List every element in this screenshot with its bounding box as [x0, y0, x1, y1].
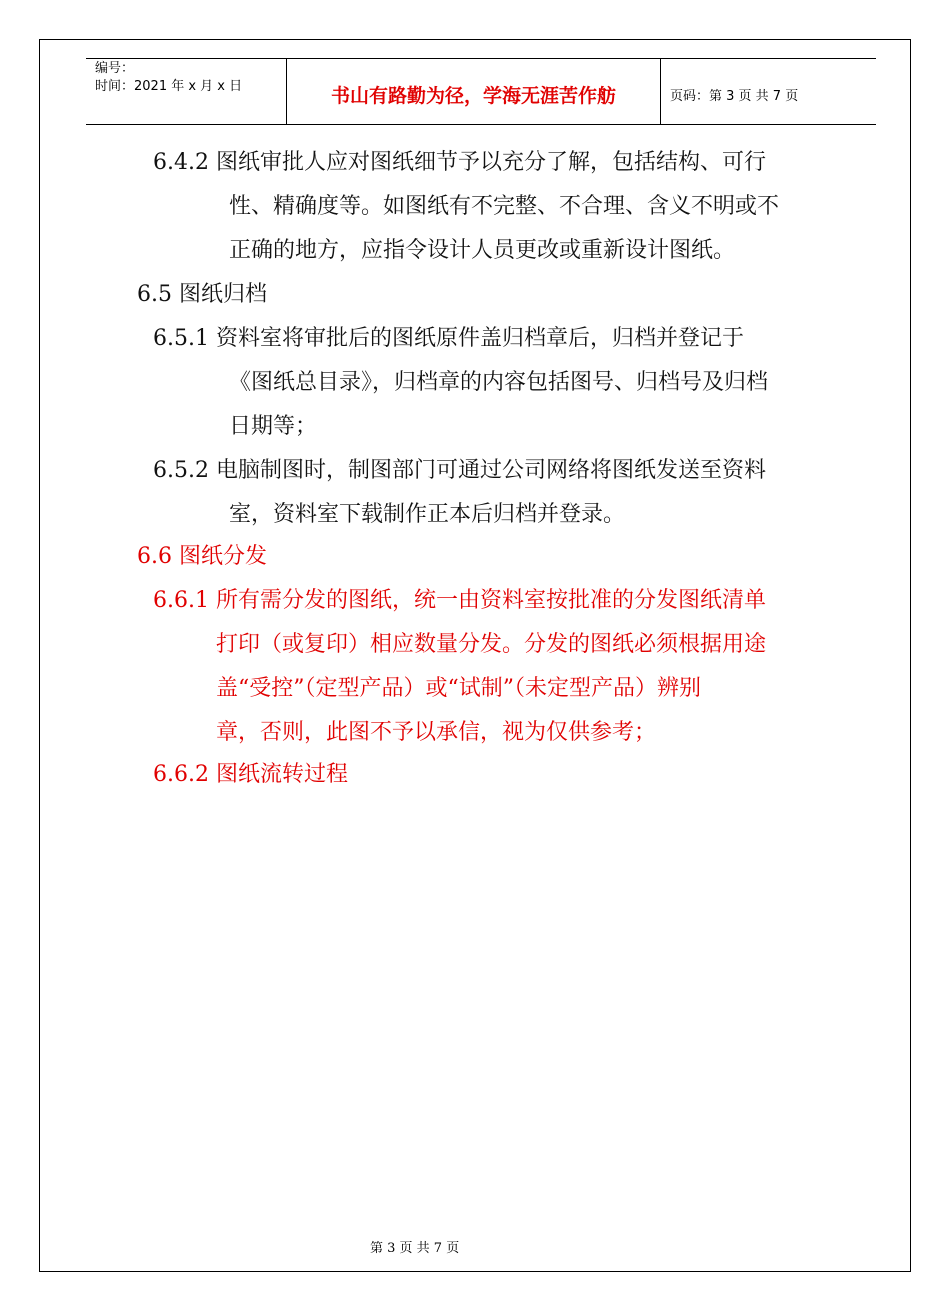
header-meta	[86, 59, 286, 125]
paragraph-6-6-1-line-3: 盖“受控”（定型产品）或“试制”（未定型产品）辨别	[216, 676, 701, 701]
heading-6-6: 6.6 图纸分发	[137, 544, 267, 569]
paragraph-6-5-1-line-3: 日期等；	[229, 414, 318, 439]
paragraph-6-6-1-line-2: 打印（或复印）相应数量分发。分发的图纸必须根据用途	[216, 632, 767, 657]
page-footer: 第 3 页 共 7 页	[370, 1241, 460, 1256]
paragraph-6-6-1-line-4: 章，否则，此图不予以承信，视为仅供参考；	[216, 720, 657, 745]
heading-6-6-2: 6.6.2 图纸流转过程	[153, 762, 348, 787]
paragraph-6-4-2-line-3: 正确的地方，应指令设计人员更改或重新设计图纸。	[229, 238, 736, 263]
paragraph-6-5-2-line-1: 6.5.2 电脑制图时，制图部门可通过公司网络将图纸发送至资料	[153, 458, 766, 483]
paragraph-6-6-1-line-1: 6.6.1 所有需分发的图纸，统一由资料室按批准的分发图纸清单	[153, 588, 766, 613]
heading-6-5: 6.5 图纸归档	[137, 282, 267, 307]
paragraph-6-5-2-line-2: 室，资料室下载制作正本后归档并登录。	[229, 502, 626, 527]
header-motto: 书山有路勤为径，学海无涯苦作舫	[286, 59, 661, 125]
header-date: 时间：2021 年 x 月 x 日	[95, 79, 243, 94]
paragraph-6-5-1-line-1: 6.5.1 资料室将审批后的图纸原件盖归档章后，归档并登记于	[153, 326, 744, 351]
header-page-number: 页码：第 3 页 共 7 页	[670, 88, 799, 104]
header-number-label: 编号：	[95, 61, 135, 76]
paragraph-6-5-1-line-2: 《图纸总目录》，归档章的内容包括图号、归档号及归档	[229, 370, 769, 395]
paragraph-6-4-2-line-1: 6.4.2 图纸审批人应对图纸细节予以充分了解，包括结构、可行	[153, 150, 766, 175]
document-header	[86, 58, 876, 125]
paragraph-6-4-2-line-2: 性、精确度等。如图纸有不完整、不合理、含义不明或不	[229, 194, 780, 219]
